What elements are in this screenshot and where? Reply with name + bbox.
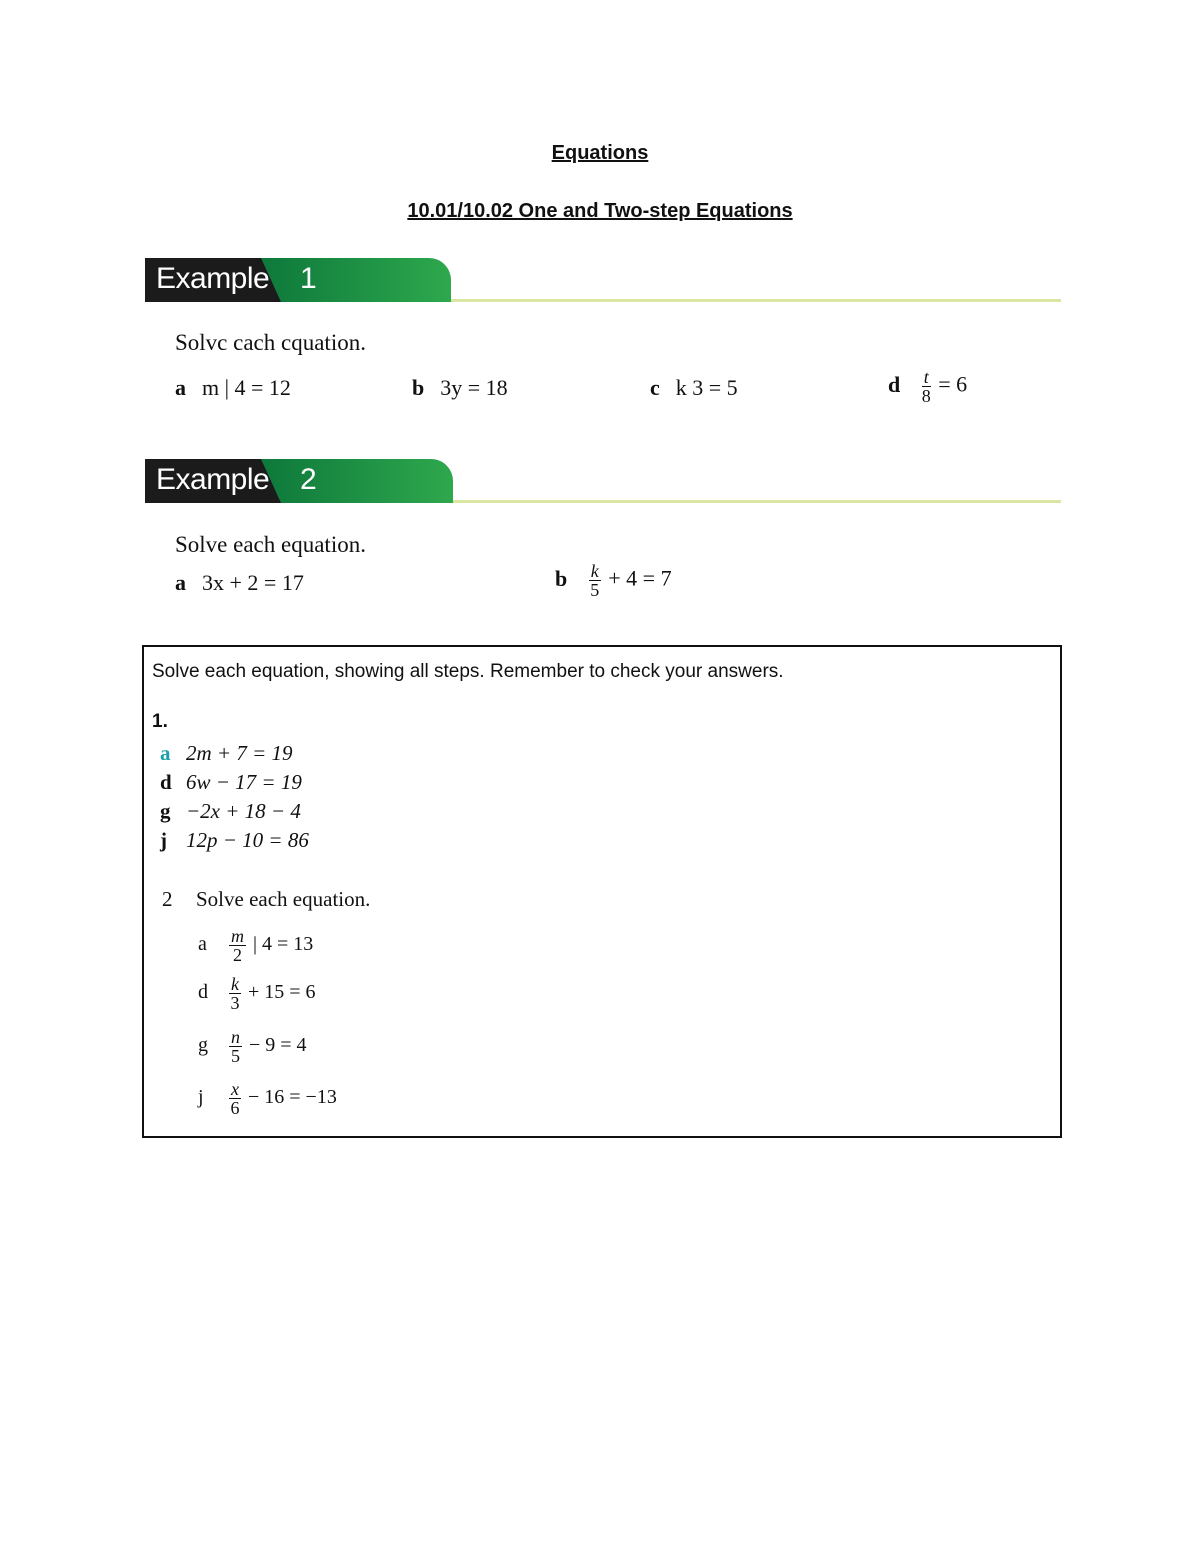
example-number: 1 [300, 262, 317, 295]
question-2-item-g: g $\frac{n}{5}$ − 9 = 4 [198, 1027, 307, 1066]
question-2-item-j: j $\frac{x}{6}$ − 16 = −13 [198, 1079, 337, 1118]
example-rule [451, 299, 1061, 302]
question-1-item-g: g −2x + 18 − 4 [160, 799, 301, 823]
question-1-number: 1. [152, 711, 168, 732]
fraction: $\frac{m}{2}$ [231, 926, 244, 965]
exercise-box [142, 645, 1062, 1138]
section-title: 10.01/10.02 One and Two-step Equations [407, 200, 793, 222]
example-1-item-b: b 3y = 18 [412, 375, 508, 400]
question-1-item-d: d 6w − 17 = 19 [160, 770, 302, 794]
question-2-item-d: d $\frac{k}{3}$ + 15 = 6 [198, 974, 316, 1013]
fraction: $\frac{x}{6}$ [230, 1079, 240, 1118]
example-1-item-a: a m | 4 = 12 [175, 375, 291, 400]
example-2-prompt: Solve each equation. [175, 532, 366, 557]
exercise-instruction: Solve each equation, showing all steps. Remember to check your answers. [152, 661, 784, 682]
example-number: 2 [300, 463, 317, 496]
question-1-item-j: j 12p − 10 = 86 [160, 828, 309, 852]
example-rule [453, 500, 1061, 503]
question-2-header [162, 887, 370, 912]
page-title: Equations [551, 142, 649, 164]
example-label: Example [156, 463, 270, 496]
fraction: $\frac{k}{3}$ [230, 974, 240, 1013]
fraction: $\frac{n}{5}$ [231, 1027, 240, 1066]
example-2-banner [145, 459, 453, 503]
example-1-banner [145, 258, 451, 302]
question-1-item-a: a 2m + 7 = 19 [160, 741, 293, 765]
question-2-prompt: Solve each equation. [196, 887, 371, 911]
example-label: Example [156, 262, 270, 295]
question-2-number: 2 [162, 887, 173, 911]
example-2-item-b: b $\frac{k}{5}$ + 4 = 7 [555, 561, 672, 600]
example-1-header [145, 258, 1061, 304]
example-1-prompt: Solvc cach cquation. [175, 330, 366, 355]
example-1-item-c: c k 3 = 5 [650, 375, 738, 400]
example-1-item-d: d $\frac{t}{8}$ = 6 [888, 367, 968, 406]
example-2-header [145, 459, 1061, 505]
fraction: $\frac{k}{5}$ [590, 561, 600, 600]
question-2-item-a: a $\frac{m}{2}$ | 4 = 13 [198, 926, 314, 965]
example-2-item-a: a 3x + 2 = 17 [175, 570, 304, 595]
fraction: $\frac{t}{8}$ [921, 367, 931, 406]
